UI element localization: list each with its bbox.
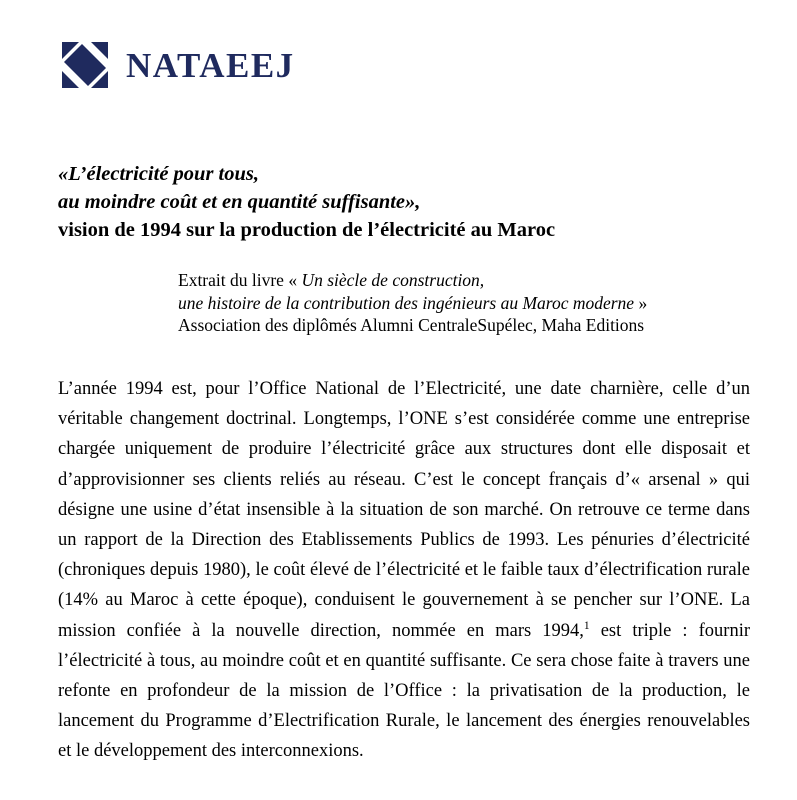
source-line-2 [178, 292, 778, 315]
body-text-part-1: L’année 1994 est, pour l’Office National de l’Electricité, une date charnière, celle d’un véritable changement doctrinal. Longtemps, l’ONE s’est considérée comme une entreprise chargée uniquement de produire l’électricité grâce aux structures dont elle disposait et d’approvisionner ses clients reliés au réseau. C’est le concept français d’« arsenal » qui désigne une usine d’état insensible à la situation de son marché. On retrouve ce terme dans un rapport de la Direction des Etablissements Publics de 1993. Les pénuries d’électricité (chroniques depuis 1980), le coût élevé de l’électricité et le faible taux d’électrification rurale (14% au Maroc à cette époque), conduisent le gouvernement à se pencher sur l’ONE. La mission confiée à la nouvelle direction, nommée en mars 1994, [58, 379, 750, 641]
footnote-reference-marker[interactable]: 1 [583, 619, 590, 632]
body-content [58, 374, 750, 767]
title-line-2: au moindre coût et en quantité suffisante», [58, 191, 421, 213]
nataeej-logo-mark-icon [62, 42, 108, 88]
source-line-1 [178, 269, 778, 292]
body-text-part-2: est triple : fournir l’électricité à tous, au moindre coût et en quantité suffisante. Ce sera chose faite à travers une refonte en profondeur de la mission de l’Office : la privatisation de la production, le lancement du Programme d’Electrification Rurale, le lancement des énergies renouvelables et le développement des interconnexions. [58, 620, 750, 762]
source-line-1-prefix: Extrait du livre « [178, 270, 298, 290]
body-paragraph [58, 374, 750, 767]
source-line-3-publisher: Association des diplômés Alumni CentraleSupélec, Maha Editions [178, 315, 645, 335]
source-line-2-book-subtitle: une histoire de la contribution des ingénieurs au Maroc moderne [178, 292, 635, 313]
title-line-1: «L’électricité pour tous, [58, 163, 259, 185]
brand-header [62, 42, 295, 88]
source-attribution [178, 269, 778, 337]
title-line-3: vision de 1994 sur la production de l’électricité au Maroc [58, 219, 556, 241]
page-title [58, 160, 758, 244]
source-line-1-book-title: Un siècle de construction, [301, 270, 485, 290]
brand-wordmark: NATAEEJ [126, 45, 295, 85]
source-line-2-suffix: » [638, 292, 648, 313]
